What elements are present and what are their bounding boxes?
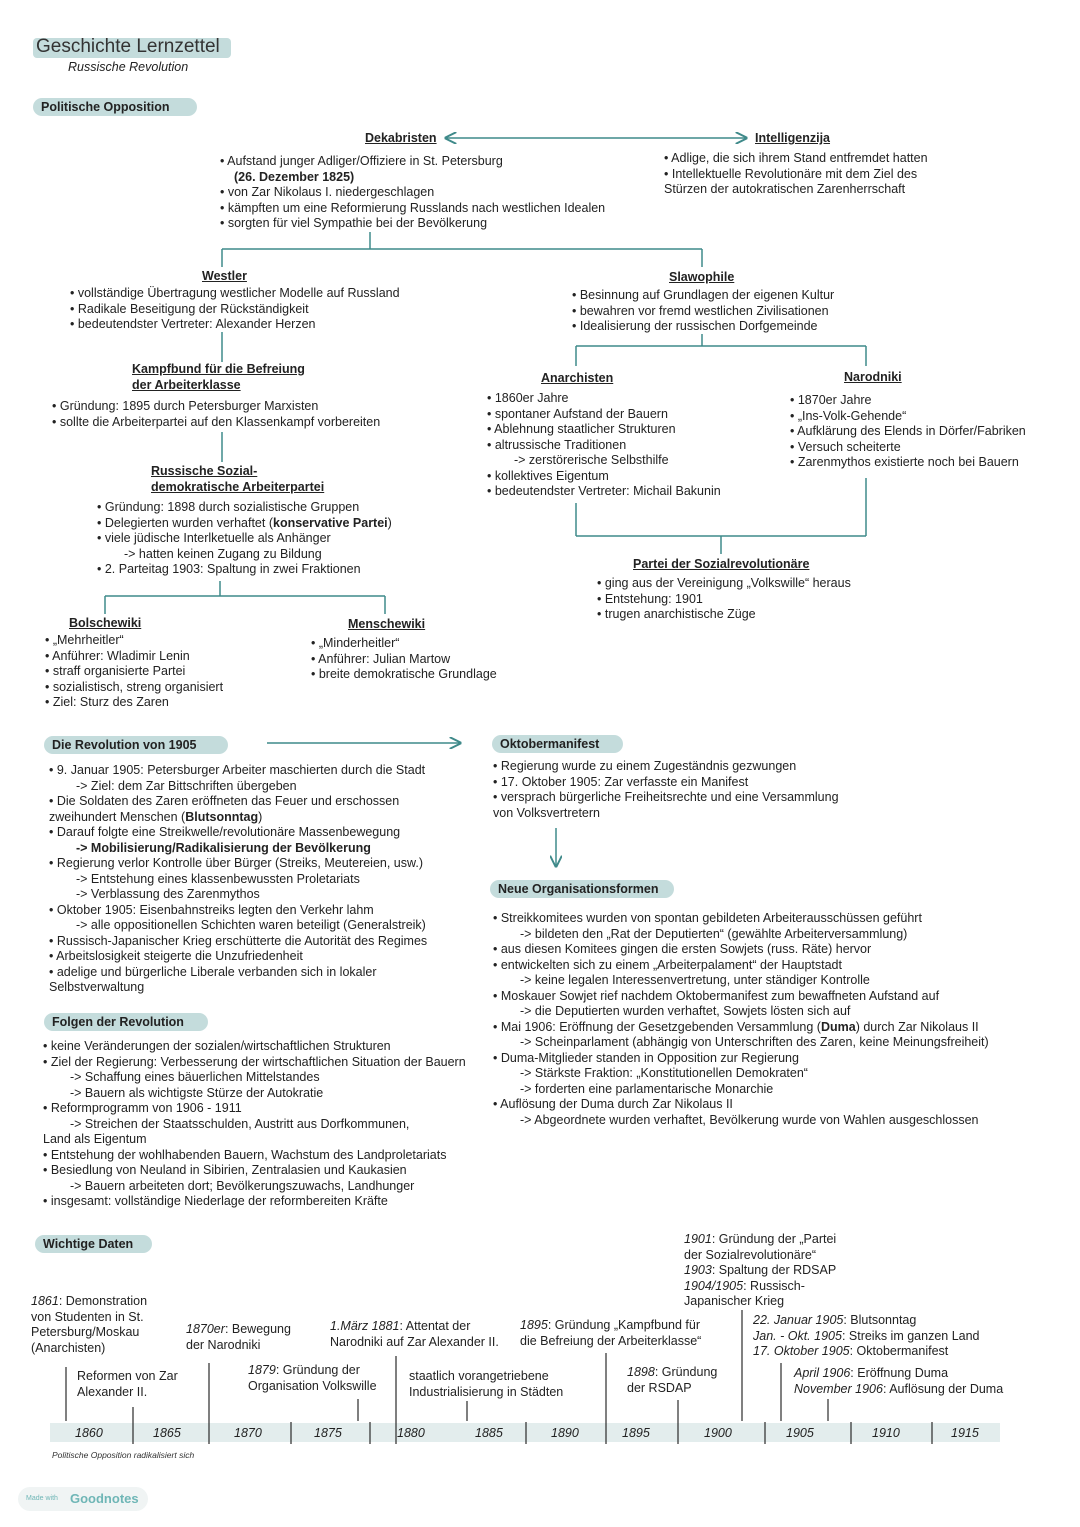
neue-line: -> Scheinparlament (abhängig von Unterschriften des Zaren, keine Meinungsfreiheit) bbox=[520, 1035, 989, 1049]
dekabristen-line: • Aufstand junger Adliger/Offiziere in St. Petersburg bbox=[220, 154, 503, 168]
event-text: : Eröffnung Duma bbox=[850, 1366, 949, 1380]
menschewiki-line: • breite demokratische Grundlage bbox=[311, 667, 497, 681]
event-date: 1903 bbox=[684, 1263, 712, 1277]
rev1905-bold: Blutsonntag bbox=[185, 809, 259, 824]
event-industrialisierung bbox=[409, 1369, 563, 1400]
event-line: Alexander II. bbox=[77, 1384, 148, 1399]
rev1905-line: -> Mobilisierung/Radikalisierung der Bevölkerung bbox=[76, 840, 371, 855]
menschewiki-list bbox=[311, 636, 497, 683]
event-line bbox=[684, 1232, 836, 1248]
event-line: Organisation Volkswille bbox=[248, 1378, 377, 1393]
event-text: : Oktobermanifest bbox=[849, 1344, 949, 1358]
event-1905 bbox=[753, 1313, 980, 1360]
event-date: 1898 bbox=[627, 1365, 655, 1379]
timeline-tick: 1910 bbox=[872, 1426, 900, 1440]
slawophile-line: • Besinnung auf Grundlagen der eigenen Kultur bbox=[572, 288, 835, 302]
timeline-tick: 1860 bbox=[75, 1426, 103, 1440]
westler-line: • Radikale Beseitigung der Rückständigkeit bbox=[70, 301, 309, 316]
event-text: : Gründung der bbox=[275, 1363, 360, 1377]
bolschewiki-line: • „Mehrheitler“ bbox=[45, 633, 124, 647]
event-1898 bbox=[627, 1365, 717, 1396]
rsdap-line-part: • Delegierten wurden verhaftet ( bbox=[97, 515, 273, 530]
folgen-line: -> Bauern arbeiteten dort; Bevölkerungszuwachs, Landhunger bbox=[70, 1178, 415, 1193]
event-date: 1.März 1881 bbox=[330, 1319, 400, 1333]
sozialrevolutionaere-line: • ging aus der Vereinigung „Volkswille“ heraus bbox=[597, 576, 851, 590]
rev1905-list bbox=[49, 763, 427, 996]
event-line: der Narodniki bbox=[186, 1337, 261, 1352]
event-line: Petersburg/Moskau bbox=[31, 1325, 140, 1339]
timeline-tick: 1905 bbox=[786, 1426, 814, 1440]
rsdap-title-line: Russische Sozial- bbox=[151, 464, 258, 478]
sozialrevolutionaere-line: • Entstehung: 1901 bbox=[597, 591, 703, 606]
oktober-list bbox=[493, 759, 839, 821]
section-folgen: Folgen der Revolution bbox=[44, 1013, 208, 1031]
rsdap-bold: konservative Partei bbox=[273, 515, 388, 530]
neue-line: • Auflösung der Duma durch Zar Nikolaus II bbox=[493, 1097, 733, 1111]
intelligenzija-list bbox=[664, 151, 928, 198]
rev1905-line: • 9. Januar 1905: Petersburger Arbeiter maschierten durch die Stadt bbox=[49, 763, 426, 777]
event-line: Industrialisierung in Städten bbox=[409, 1384, 564, 1399]
neue-line bbox=[493, 1020, 989, 1036]
event-text: : Gründung bbox=[654, 1365, 718, 1379]
dekabristen-line: • sorgten für viel Sympathie bei der Bevölkerung bbox=[220, 216, 488, 230]
timeline-tick: 1915 bbox=[951, 1426, 979, 1440]
event-date: 1861 bbox=[31, 1294, 59, 1308]
event-line bbox=[520, 1318, 701, 1334]
bolschewiki-list bbox=[45, 633, 223, 711]
page-subtitle: Russische Revolution bbox=[68, 60, 189, 74]
sozialrevolutionaere-title: Partei der Sozialrevolutionäre bbox=[633, 557, 810, 571]
event-1881 bbox=[330, 1319, 499, 1350]
menschewiki-line: • Anführer: Julian Martow bbox=[311, 651, 451, 666]
dekabristen-line: (26. Dezember 1825) bbox=[234, 169, 355, 184]
event-line bbox=[684, 1263, 836, 1279]
rev1905-line: -> Entstehung eines klassenbewussten Proletariats bbox=[76, 871, 360, 886]
timeline-tick: 1890 bbox=[551, 1426, 579, 1440]
event-line bbox=[186, 1322, 291, 1338]
neue-list bbox=[493, 911, 989, 1128]
event-line bbox=[330, 1319, 499, 1335]
section-oktobermanifest: Oktobermanifest bbox=[492, 735, 623, 753]
anarchisten-line: -> zerstörerische Selbsthilfe bbox=[514, 453, 669, 467]
rsdap-list bbox=[97, 500, 392, 578]
neue-line-part: • Mai 1906: Eröffnung der Gesetzgebenden Versammlung ( bbox=[493, 1019, 821, 1034]
badge-logo-text: Goodnotes bbox=[70, 1491, 139, 1506]
anarchisten-line: • bedeutendster Vertreter: Michail Bakunin bbox=[487, 484, 721, 498]
dekabristen-line: • kämpften um eine Reformierung Russlands nach westlichen Idealen bbox=[220, 200, 606, 215]
intelligenzija-line: Stürzen der autokratischen Zarenherrschaft bbox=[664, 182, 906, 196]
rev1905-line: • Arbeitslosigkeit steigerte die Unzufriedenheit bbox=[49, 949, 303, 963]
event-date: 1904/1905 bbox=[684, 1278, 744, 1293]
kampfbund-title bbox=[132, 361, 305, 393]
event-text: : Blutsonntag bbox=[843, 1313, 917, 1327]
event-line: Reformen von Zar bbox=[77, 1369, 178, 1383]
event-line: der RSDAP bbox=[627, 1380, 692, 1395]
event-text: : Demonstration bbox=[58, 1294, 148, 1308]
oktober-line: • Regierung wurde zu einem Zugeständnis gezwungen bbox=[493, 759, 797, 773]
narodniki-line: • „Ins-Volk-Gehende“ bbox=[790, 408, 907, 423]
section-revolution-1905: Die Revolution von 1905 bbox=[44, 736, 228, 754]
neue-line: -> die Deputierten wurden verhaftet, Sowjets lösten sich auf bbox=[520, 1004, 851, 1018]
section-neue-organisationsformen: Neue Organisationsformen bbox=[490, 880, 674, 898]
kampfbund-list bbox=[52, 399, 380, 430]
narodniki-title: Narodniki bbox=[844, 370, 902, 384]
narodniki-line: • 1870er Jahre bbox=[790, 393, 872, 407]
event-line bbox=[794, 1382, 1003, 1398]
timeline-tick: 1870 bbox=[234, 1426, 262, 1440]
event-1861 bbox=[31, 1294, 147, 1356]
rev1905-line: -> Ziel: dem Zar Bittschriften übergeben bbox=[76, 778, 297, 793]
bolschewiki-line: • Anführer: Wladimir Lenin bbox=[45, 648, 190, 663]
page-title: Geschichte Lernzettel bbox=[36, 36, 220, 57]
folgen-list bbox=[43, 1039, 466, 1210]
menschewiki-title: Menschewiki bbox=[348, 617, 426, 631]
event-date: 1901 bbox=[684, 1232, 712, 1246]
event-date: 1879 bbox=[248, 1363, 276, 1377]
narodniki-line: • Zarenmythos existierte noch bei Bauern bbox=[790, 455, 1019, 469]
event-date: November 1906 bbox=[794, 1381, 883, 1396]
rev1905-line: • Die Soldaten des Zaren eröffneten das Feuer und erschossen bbox=[49, 794, 400, 808]
kampfbund-title-line: der Arbeiterklasse bbox=[132, 378, 241, 392]
timeline-tick: 1895 bbox=[622, 1426, 650, 1440]
neue-bold: Duma bbox=[820, 1019, 856, 1034]
anarchisten-title: Anarchisten bbox=[541, 371, 614, 385]
anarchisten-line: • spontaner Aufstand der Bauern bbox=[487, 406, 668, 421]
bolschewiki-title: Bolschewiki bbox=[69, 616, 142, 630]
rev1905-line: -> Verblassung des Zarenmythos bbox=[76, 887, 260, 901]
menschewiki-line: • „Minderheitler“ bbox=[311, 636, 400, 650]
folgen-line: • Entstehung der wohlhabenden Bauern, Wachstum des Landproletariats bbox=[43, 1147, 447, 1162]
rev1905-line: Selbstverwaltung bbox=[49, 980, 145, 994]
neue-line: -> forderten eine parlamentarische Monarchie bbox=[520, 1081, 774, 1096]
rev1905-line: -> alle oppositionellen Schichten waren beteiligt (Generalstreik) bbox=[76, 918, 426, 932]
neue-line: • Streikkomitees wurden von spontan gebildeten Arbeiterausschüssen geführt bbox=[493, 911, 922, 925]
section-wichtige-daten: Wichtige Daten bbox=[35, 1235, 152, 1253]
anarchisten-list bbox=[487, 391, 721, 500]
rsdap-line: • viele jüdische Interlketuelle als Anhänger bbox=[97, 531, 331, 545]
narodniki-line: • Versuch scheiterte bbox=[790, 439, 901, 454]
intelligenzija-line: • Adlige, die sich ihrem Stand entfremdet hatten bbox=[664, 151, 928, 165]
event-line: von Studenten in St. bbox=[31, 1309, 144, 1324]
event-reformen bbox=[77, 1369, 178, 1400]
neue-line: • entwickelten sich zu einem „Arbeiterpalament“ der Hauptstadt bbox=[493, 957, 842, 972]
anarchisten-line: • Ablehnung staatlicher Strukturen bbox=[487, 422, 676, 436]
neue-line: • Duma-Mitglieder standen in Opposition zur Regierung bbox=[493, 1050, 799, 1065]
event-date: April 1906 bbox=[794, 1366, 851, 1380]
event-date: 22. Januar 1905 bbox=[753, 1313, 844, 1327]
dekabristen-line: • von Zar Nikolaus I. niedergeschlagen bbox=[220, 185, 435, 199]
event-date: Jan. - Okt. 1905 bbox=[753, 1328, 842, 1343]
timeline-tick: 1885 bbox=[475, 1426, 503, 1440]
event-date: 1870er bbox=[186, 1322, 225, 1336]
event-line: der Sozialrevolutionäre“ bbox=[684, 1247, 817, 1262]
westler-line: • vollständige Übertragung westlicher Modelle auf Russland bbox=[70, 286, 400, 300]
slawophile-line: • bewahren vor fremd westlichen Zivilisationen bbox=[572, 303, 829, 318]
event-line bbox=[248, 1363, 377, 1379]
event-1879 bbox=[248, 1363, 377, 1394]
bolschewiki-line: • sozialistisch, streng organisiert bbox=[45, 679, 224, 694]
dekabristen-title: Dekabristen bbox=[365, 131, 437, 145]
event-text: : Attentat der bbox=[399, 1319, 471, 1333]
timeline-tick: 1900 bbox=[704, 1426, 732, 1440]
narodniki-list bbox=[790, 393, 1026, 471]
oktober-line: • versprach bürgerliche Freiheitsrechte und eine Versammlung bbox=[493, 790, 839, 804]
folgen-line: -> Schaffung eines bäuerlichen Mittelstandes bbox=[70, 1070, 320, 1084]
folgen-line: • Ziel der Regierung: Verbesserung der wirtschaftlichen Situation der Bauern bbox=[43, 1054, 466, 1069]
neue-line: -> Stärkste Fraktion: „Konstitutionellen Demokraten“ bbox=[520, 1066, 808, 1080]
intelligenzija-line: • Intellektuelle Revolutionäre mit dem Ziel des bbox=[664, 166, 918, 181]
event-line bbox=[753, 1313, 980, 1329]
neue-line: -> keine legalen Interessenvertretung, unter ständiger Kontrolle bbox=[520, 973, 870, 987]
slawophile-title: Slawophile bbox=[669, 270, 735, 284]
event-date: 1895 bbox=[520, 1318, 548, 1332]
neue-line: • aus diesen Komitees gingen die ersten Sowjets (russ. Räte) hervor bbox=[493, 942, 872, 956]
neue-line: -> Abgeordnete wurden verhaftet, Bevölkerung wurde von Wahlen ausgeschlossen bbox=[520, 1112, 979, 1127]
folgen-line: • Besiedlung von Neuland in Sibirien, Zentralasien und Kaukasien bbox=[43, 1163, 407, 1177]
rsdap-line-part: ) bbox=[387, 515, 392, 530]
folgen-line: -> Bauern als wichtigste Stürze der Autokratie bbox=[70, 1085, 324, 1100]
timeline-tick: 1880 bbox=[397, 1426, 425, 1440]
rev1905-line: • Regierung verlor Kontrolle über Bürger (Streiks, Meutereien, usw.) bbox=[49, 856, 423, 870]
event-date: 17. Oktober 1905 bbox=[753, 1344, 850, 1358]
sozialrevolutionaere-list bbox=[597, 576, 851, 623]
westler-title: Westler bbox=[202, 269, 247, 283]
event-1906 bbox=[794, 1366, 1003, 1397]
bolschewiki-line: • Ziel: Sturz des Zaren bbox=[45, 695, 169, 709]
event-text: : Bewegung bbox=[224, 1322, 291, 1336]
intelligenzija-title: Intelligenzija bbox=[755, 131, 831, 145]
dekabristen-list bbox=[220, 154, 605, 232]
folgen-line: -> Streichen der Staatsschulden, Austritt aus Dorfkommunen, bbox=[70, 1116, 410, 1131]
neue-line: -> bildeten den „Rat der Deputierten“ (gewählte Arbeiterversammlung) bbox=[520, 926, 908, 941]
rsdap-line bbox=[97, 516, 392, 532]
neue-line: • Moskauer Sowjet rief nachdem Oktobermanifest zum bewaffneten Aufstand auf bbox=[493, 988, 940, 1003]
rsdap-title bbox=[151, 463, 324, 495]
badge-small-text: Made with bbox=[26, 1495, 58, 1502]
event-line bbox=[684, 1279, 836, 1295]
narodniki-line: • Aufklärung des Elends in Dörfer/Fabriken bbox=[790, 424, 1026, 438]
rsdap-line: -> hatten keinen Zugang zu Bildung bbox=[124, 546, 322, 561]
event-line: die Befreiung der Arbeiterklasse“ bbox=[520, 1333, 702, 1348]
event-line bbox=[794, 1366, 1003, 1382]
westler-list bbox=[70, 286, 400, 333]
event-line bbox=[753, 1329, 980, 1345]
event-text: : Auflösung der Duma bbox=[882, 1381, 1004, 1396]
neue-line-part: ) durch Zar Nikolaus II bbox=[855, 1019, 979, 1034]
event-line: Narodniki auf Zar Alexander II. bbox=[330, 1334, 499, 1349]
event-line bbox=[627, 1365, 717, 1381]
kampfbund-line: • sollte die Arbeiterpartei auf den Klassenkampf vorbereiten bbox=[52, 414, 381, 429]
rev1905-line: • adelige und bürgerliche Liberale verbanden sich in lokaler bbox=[49, 964, 377, 979]
oktober-line: von Volksvertretern bbox=[493, 805, 600, 820]
timeline-tick: 1865 bbox=[153, 1426, 181, 1440]
folgen-line: • keine Veränderungen der sozialen/wirtschaftlichen Strukturen bbox=[43, 1039, 391, 1053]
sozialrevolutionaere-line: • trugen anarchistische Züge bbox=[597, 607, 756, 621]
event-1901 bbox=[684, 1232, 836, 1310]
anarchisten-line: • kollektives Eigentum bbox=[487, 468, 609, 483]
westler-line: • bedeutendster Vertreter: Alexander Herzen bbox=[70, 317, 316, 331]
slawophile-list bbox=[572, 288, 834, 335]
anarchisten-line: • 1860er Jahre bbox=[487, 391, 569, 405]
kampfbund-line: • Gründung: 1895 durch Petersburger Marxisten bbox=[52, 399, 319, 413]
rsdap-title-line: demokratische Arbeiterpartei bbox=[151, 480, 325, 494]
slawophile-line: • Idealisierung der russischen Dorfgemeinde bbox=[572, 319, 818, 333]
event-line: staatlich vorangetriebene bbox=[409, 1369, 549, 1383]
rev1905-line: • Oktober 1905: Eisenbahnstreiks legten den Verkehr lahm bbox=[49, 902, 374, 917]
event-1870er bbox=[186, 1322, 291, 1353]
event-text: : Gründung „Kampfbund für bbox=[547, 1318, 700, 1332]
event-text: : Russisch- bbox=[743, 1278, 805, 1293]
event-1895 bbox=[520, 1318, 701, 1349]
oktober-line: • 17. Oktober 1905: Zar verfasste ein Manifest bbox=[493, 774, 749, 789]
folgen-line: • insgesamt: vollständige Niederlage der reformbereiten Kräfte bbox=[43, 1194, 388, 1208]
timeline-footnote: Politische Opposition radikalisiert sich bbox=[52, 1450, 195, 1460]
event-line bbox=[31, 1294, 147, 1310]
kampfbund-title-line: Kampfbund für die Befreiung bbox=[132, 362, 305, 376]
bolschewiki-line: • straff organisierte Partei bbox=[45, 664, 186, 678]
event-text: : Spaltung der RDSAP bbox=[711, 1263, 837, 1277]
event-line: Japanischer Krieg bbox=[684, 1294, 785, 1308]
rsdap-line: • Gründung: 1898 durch sozialistische Gruppen bbox=[97, 500, 360, 514]
anarchisten-line: • altrussische Traditionen bbox=[487, 437, 627, 452]
rsdap-line: • 2. Parteitag 1903: Spaltung in zwei Fraktionen bbox=[97, 562, 361, 576]
event-line: (Anarchisten) bbox=[31, 1340, 106, 1355]
rev1905-line: • Russisch-Japanischer Krieg erschütterte die Autorität des Regimes bbox=[49, 933, 428, 948]
rev1905-line-part: ) bbox=[258, 809, 263, 824]
folgen-line: Land als Eigentum bbox=[43, 1132, 147, 1146]
event-line bbox=[753, 1344, 980, 1360]
rev1905-line bbox=[49, 810, 427, 826]
event-text: : Gründung der „Partei bbox=[711, 1232, 837, 1246]
timeline-tick: 1875 bbox=[314, 1426, 342, 1440]
rev1905-line: • Darauf folgte eine Streikwelle/revolutionäre Massenbewegung bbox=[49, 825, 401, 839]
rev1905-line-part: zweihundert Menschen ( bbox=[49, 809, 186, 824]
event-text: : Streiks im ganzen Land bbox=[841, 1328, 980, 1343]
section-politische-opposition: Politische Opposition bbox=[33, 98, 197, 116]
folgen-line: • Reformprogramm von 1906 - 1911 bbox=[43, 1101, 242, 1115]
